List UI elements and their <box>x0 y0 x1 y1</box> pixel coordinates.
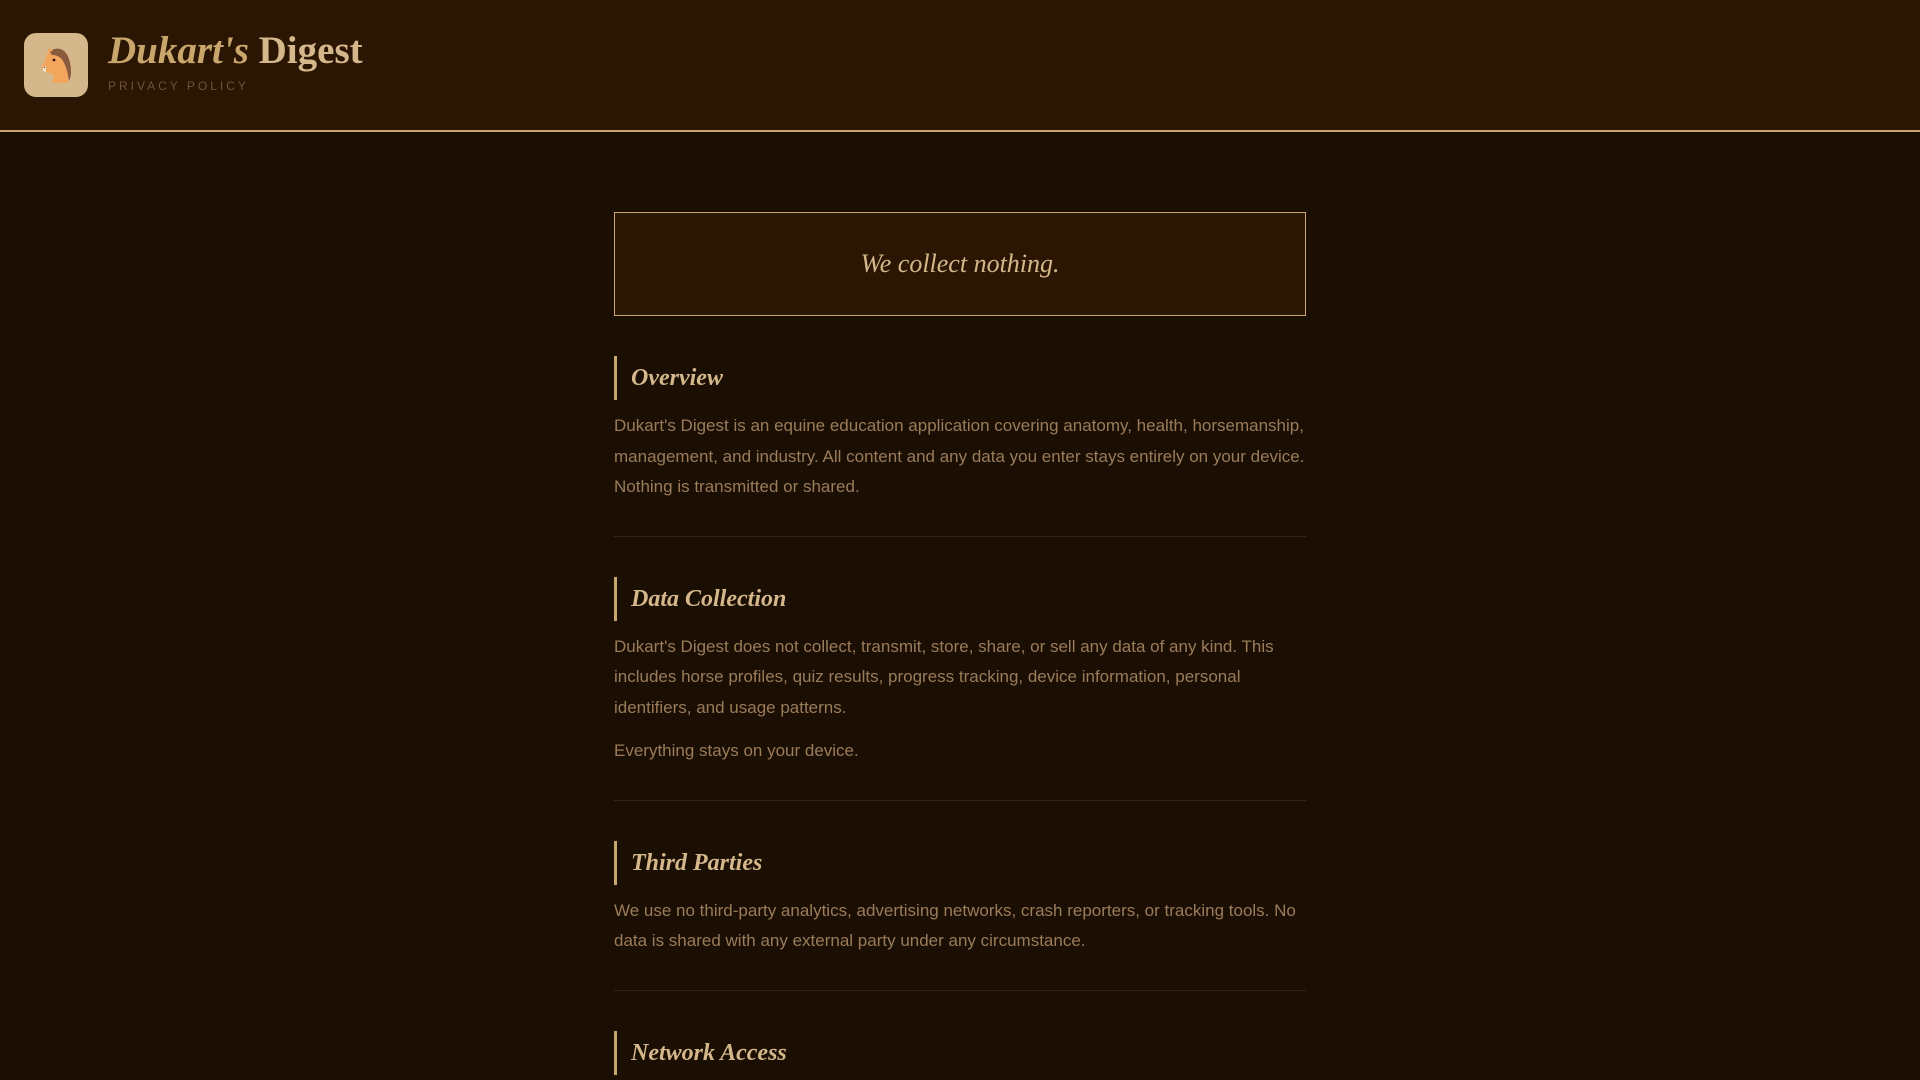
policy-content <box>614 212 1306 1075</box>
section-heading: Third Parties <box>614 841 1306 885</box>
section-heading: Data Collection <box>614 577 1306 621</box>
section-heading: Network Access <box>614 1031 1306 1075</box>
hero-banner <box>614 212 1306 316</box>
section-paragraph: We use no third-party analytics, advertising networks, crash reporters, or tracking tools. No data is shared with any external party under any circumstance. <box>614 900 1296 950</box>
section-paragraph: Dukart's Digest does not collect, transmit, store, share, or sell any data of any kind. This includes horse profiles, quiz results, progress tracking, device information, personal identifiers, and usage patterns. <box>614 636 1274 717</box>
app-header <box>0 0 1920 132</box>
section-data-collection <box>614 537 1306 801</box>
app-title-italic: Dukart's <box>108 29 249 72</box>
section-paragraph: Dukart's Digest is an equine education application covering anatomy, health, horsemanship, management, and industry. All content and any data you enter stays entirely on your device. Nothing is transmitted or shared. <box>614 416 1305 496</box>
app-logo <box>24 33 88 97</box>
app-title <box>108 26 363 76</box>
section-paragraph: Everything stays on your device. <box>614 741 859 760</box>
section-heading: Overview <box>614 356 1306 400</box>
hero-tagline: We collect nothing. <box>860 249 1060 278</box>
section-third-parties <box>614 801 1306 991</box>
section-network-access <box>614 991 1306 1075</box>
app-title-rest: Digest <box>248 29 363 72</box>
page-subtitle: PRIVACY POLICY <box>108 79 249 93</box>
horse-head-icon <box>34 43 78 87</box>
section-overview <box>614 316 1306 537</box>
